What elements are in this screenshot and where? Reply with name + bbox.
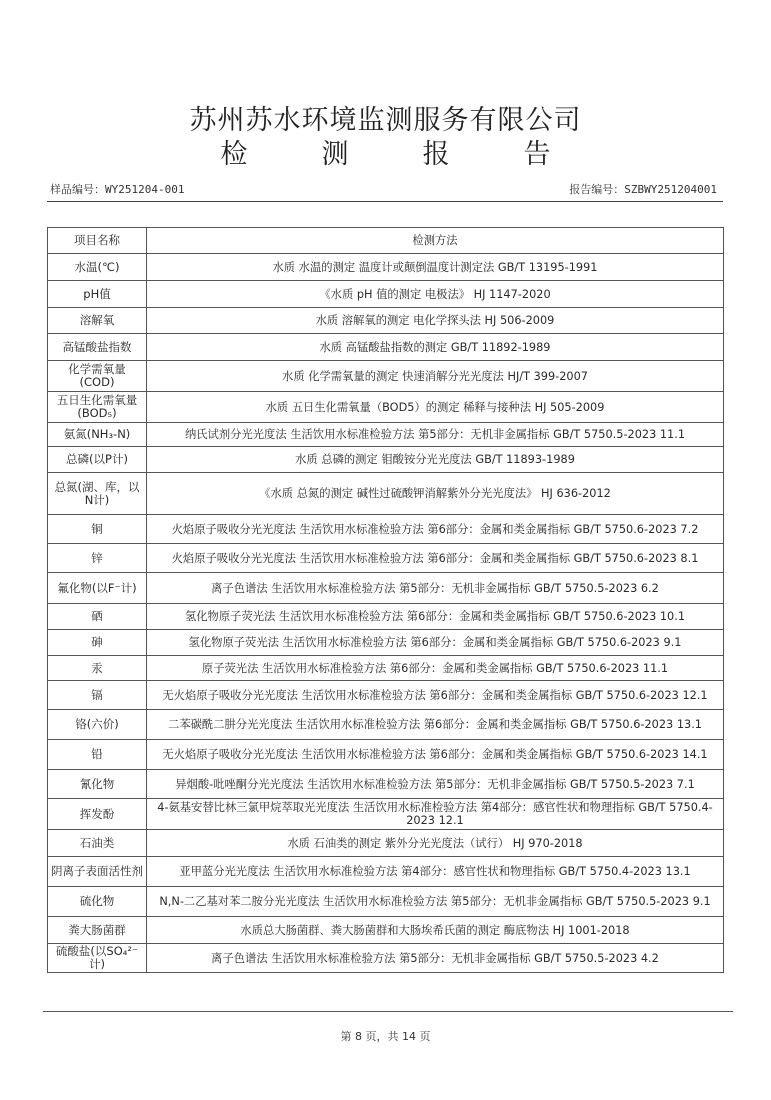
method-cell: 无火焰原子吸收分光光度法 生活饮用水标准检验方法 第6部分：金属和类金属指标 GB/T 5750.6-2023 14.1 bbox=[147, 740, 724, 770]
item-name-cell: 硫酸盐(以SO₄²⁻计) bbox=[48, 944, 147, 973]
method-cell: 原子荧光法 生活饮用水标准检验方法 第6部分：金属和类金属指标 GB/T 5750.6-2023 11.1 bbox=[147, 656, 724, 681]
method-cell: 水质 石油类的测定 紫外分光光度法（试行） HJ 970-2018 bbox=[147, 830, 724, 857]
table-row bbox=[48, 473, 724, 515]
item-name-cell: 硒 bbox=[48, 604, 147, 630]
method-cell: 火焰原子吸收分光光度法 生活饮用水标准检验方法 第6部分：金属和类金属指标 GB/T 5750.6-2023 7.2 bbox=[147, 515, 724, 544]
table-row bbox=[48, 710, 724, 740]
method-cell: 水质 总磷的测定 钼酸铵分光光度法 GB/T 11893-1989 bbox=[147, 447, 724, 473]
table-row bbox=[48, 361, 724, 392]
table-row bbox=[48, 604, 724, 630]
table-row bbox=[48, 630, 724, 656]
table-row bbox=[48, 656, 724, 681]
table-row bbox=[48, 281, 724, 308]
table-row bbox=[48, 857, 724, 887]
table-row bbox=[48, 770, 724, 799]
item-name-cell: pH值 bbox=[48, 281, 147, 308]
method-cell: 水质 水温的测定 温度计或颠倒温度计测定法 GB/T 13195-1991 bbox=[147, 254, 724, 281]
item-name-cell: 溶解氧 bbox=[48, 308, 147, 334]
item-name-cell: 五日生化需氧量(BOD₅) bbox=[48, 392, 147, 423]
item-name-cell: 铜 bbox=[48, 515, 147, 544]
title-char: 测 bbox=[321, 139, 349, 170]
report-number: 报告编号：SZBWY251204001 bbox=[569, 183, 717, 196]
method-cell: 《水质 总氮的测定 碱性过硫酸钾消解紫外分光光度法》 HJ 636-2012 bbox=[147, 473, 724, 515]
page-indicator: 第 8 页，共 14 页 bbox=[340, 1030, 431, 1043]
method-cell: 火焰原子吸收分光光度法 生活饮用水标准检验方法 第6部分：金属和类金属指标 GB/T 5750.6-2023 8.1 bbox=[147, 544, 724, 573]
title-char: 检 bbox=[220, 139, 248, 170]
method-cell: 4-氨基安替比林三氯甲烷萃取光光度法 生活饮用水标准检验方法 第4部分：感官性状和物理指标 GB/T 5750.4-2023 12.1 bbox=[147, 799, 724, 830]
item-name-cell: 氨氮(NH₃-N) bbox=[48, 423, 147, 447]
table-row bbox=[48, 334, 724, 361]
item-name-cell: 阴离子表面活性剂 bbox=[48, 857, 147, 887]
item-name-cell: 铅 bbox=[48, 740, 147, 770]
item-name-cell: 镉 bbox=[48, 681, 147, 710]
method-cell: 二苯碳酰二肼分光光度法 生活饮用水标准检验方法 第6部分：金属和类金属指标 GB/T 5750.6-2023 13.1 bbox=[147, 710, 724, 740]
item-name-cell: 铬(六价) bbox=[48, 710, 147, 740]
method-cell: 异烟酸-吡唑酮分光光度法 生活饮用水标准检验方法 第5部分：无机非金属指标 GB/T 5750.5-2023 7.1 bbox=[147, 770, 724, 799]
title-char: 告 bbox=[523, 139, 551, 170]
method-cell: 纳氏试剂分光光度法 生活饮用水标准检验方法 第5部分：无机非金属指标 GB/T 5750.5-2023 11.1 bbox=[147, 423, 724, 447]
method-cell: 离子色谱法 生活饮用水标准检验方法 第5部分：无机非金属指标 GB/T 5750.5-2023 4.2 bbox=[147, 944, 724, 973]
item-name-cell: 高锰酸盐指数 bbox=[48, 334, 147, 361]
item-name-cell: 化学需氧量(COD) bbox=[48, 361, 147, 392]
table-row bbox=[48, 515, 724, 544]
method-cell: N,N-二乙基对苯二胺分光光度法 生活饮用水标准检验方法 第5部分：无机非金属指标 GB/T 5750.5-2023 9.1 bbox=[147, 887, 724, 917]
method-cell: 氢化物原子荧光法 生活饮用水标准检验方法 第6部分：金属和类金属指标 GB/T 5750.6-2023 10.1 bbox=[147, 604, 724, 630]
method-cell: 水质 高锰酸盐指数的测定 GB/T 11892-1989 bbox=[147, 334, 724, 361]
document-title bbox=[0, 132, 771, 171]
item-name-cell: 氰化物 bbox=[48, 770, 147, 799]
method-cell: 氢化物原子荧光法 生活饮用水标准检验方法 第6部分：金属和类金属指标 GB/T 5750.6-2023 9.1 bbox=[147, 630, 724, 656]
item-name-cell: 砷 bbox=[48, 630, 147, 656]
item-name-cell: 粪大肠菌群 bbox=[48, 917, 147, 944]
table-header-row bbox=[48, 228, 724, 254]
table-row bbox=[48, 308, 724, 334]
item-name-cell: 总氮(湖、库，以N计) bbox=[48, 473, 147, 515]
table-row bbox=[48, 544, 724, 573]
table-row bbox=[48, 423, 724, 447]
method-cell: 水质 五日生化需氧量（BOD5）的测定 稀释与接种法 HJ 505-2009 bbox=[147, 392, 724, 423]
table-row bbox=[48, 917, 724, 944]
item-name-cell: 总磷(以P计) bbox=[48, 447, 147, 473]
table-row bbox=[48, 944, 724, 973]
column-header-method: 检测方法 bbox=[147, 228, 724, 254]
table-row bbox=[48, 573, 724, 604]
method-cell: 水质总大肠菌群、粪大肠菌群和大肠埃希氏菌的测定 酶底物法 HJ 1001-2018 bbox=[147, 917, 724, 944]
method-cell: 《水质 pH 值的测定 电极法》 HJ 1147-2020 bbox=[147, 281, 724, 308]
item-name-cell: 汞 bbox=[48, 656, 147, 681]
method-cell: 水质 溶解氧的测定 电化学探头法 HJ 506-2009 bbox=[147, 308, 724, 334]
method-cell: 亚甲蓝分光光度法 生活饮用水标准检验方法 第4部分：感官性状和物理指标 GB/T 5750.4-2023 13.1 bbox=[147, 857, 724, 887]
method-cell: 无火焰原子吸收分光光度法 生活饮用水标准检验方法 第6部分：金属和类金属指标 GB/T 5750.6-2023 12.1 bbox=[147, 681, 724, 710]
item-name-cell: 硫化物 bbox=[48, 887, 147, 917]
table-row bbox=[48, 887, 724, 917]
table-row bbox=[48, 799, 724, 830]
methods-table bbox=[47, 227, 724, 973]
method-cell: 离子色谱法 生活饮用水标准检验方法 第5部分：无机非金属指标 GB/T 5750.5-2023 6.2 bbox=[147, 573, 724, 604]
sample-number: 样品编号：WY251204-001 bbox=[50, 183, 185, 196]
table-row bbox=[48, 681, 724, 710]
item-name-cell: 水温(℃) bbox=[48, 254, 147, 281]
item-name-cell: 挥发酚 bbox=[48, 799, 147, 830]
company-name: 苏州苏水环境监测服务有限公司 bbox=[189, 105, 582, 136]
table-row bbox=[48, 254, 724, 281]
method-cell: 水质 化学需氧量的测定 快速消解分光光度法 HJ/T 399-2007 bbox=[147, 361, 724, 392]
title-char: 报 bbox=[422, 139, 450, 170]
item-name-cell: 石油类 bbox=[48, 830, 147, 857]
table-row bbox=[48, 830, 724, 857]
table-row bbox=[48, 447, 724, 473]
table-row bbox=[48, 392, 724, 423]
column-header-item: 项目名称 bbox=[48, 228, 147, 254]
item-name-cell: 氟化物(以F⁻计) bbox=[48, 573, 147, 604]
header-divider bbox=[47, 201, 723, 202]
item-name-cell: 锌 bbox=[48, 544, 147, 573]
footer-divider bbox=[43, 1011, 733, 1012]
table-row bbox=[48, 740, 724, 770]
